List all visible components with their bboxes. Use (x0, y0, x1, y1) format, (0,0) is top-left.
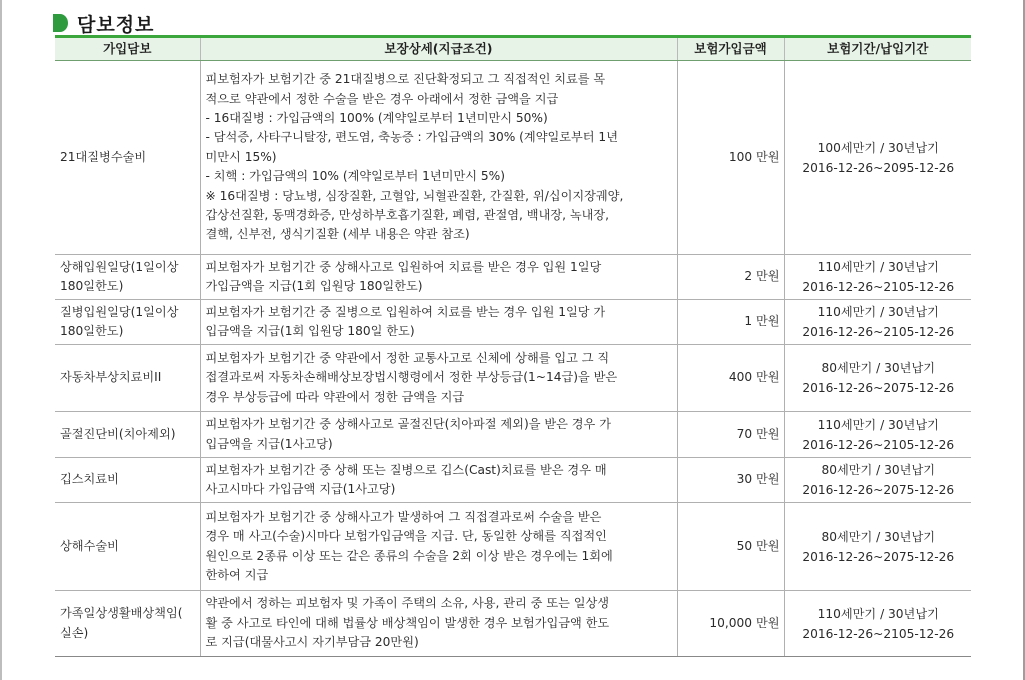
detail-line: - 담석증, 사타구니탈장, 편도염, 축농증 : 가입금액의 30% (계약일로부터 1년 (205, 130, 618, 145)
coverage-detail (200, 458, 677, 503)
header-amount: 보험가입금액 (677, 37, 784, 61)
coverage-name-line: 180일한도) (60, 279, 124, 293)
detail-line: 경우 부상등급에 따라 약관에서 정한 금액을 지급 (205, 389, 465, 404)
coverage-period (784, 503, 971, 591)
coverage-name-line: 실손) (60, 625, 89, 640)
detail-line: 원인으로 2종류 이상 또는 같은 종류의 수술을 2회 이상 받은 경우에는 1회에 (205, 548, 613, 563)
coverage-period (784, 345, 971, 412)
coverage-amount: 2 만원 (677, 255, 784, 300)
period-dates: 2016-12-26~2075-12-26 (802, 483, 955, 497)
coverage-amount: 100 만원 (677, 61, 784, 255)
coverage-name (55, 345, 200, 412)
coverage-name (55, 255, 200, 300)
detail-line: 입금액을 지급(1회 입원당 180일 한도) (205, 324, 415, 338)
coverage-period (784, 458, 971, 503)
table-row (55, 412, 971, 458)
detail-line: 피보험자가 보험기간 중 상해사고로 입원하여 치료를 받은 경우 입원 1일당 (205, 259, 602, 274)
detail-line: 결핵, 신부전, 생식기질환 (세부 내용은 약관 참조) (205, 227, 470, 242)
detail-line: 경우 매 사고(수술)시마다 보험가입금액을 지급. 단, 동일한 상해를 직접적인 (205, 529, 607, 544)
period-term: 100세만기 / 30년납기 (817, 140, 939, 155)
period-dates: 2016-12-26~2105-12-26 (802, 280, 955, 294)
detail-line: - 16대질병 : 가입금액의 100% (계약일로부터 1년미만시 50%) (205, 110, 548, 125)
table-row (55, 458, 971, 503)
header-row (55, 37, 971, 61)
period-term: 110세만기 / 30년납기 (817, 606, 939, 621)
table-header (55, 37, 971, 61)
coverage-name-line: 질병입원일당(1일이상 (60, 304, 179, 319)
coverage-amount: 30 만원 (677, 458, 784, 503)
period-dates: 2016-12-26~2105-12-26 (802, 325, 955, 339)
coverage-name-line: 자동차부상치료비II (60, 370, 162, 385)
coverage-amount: 400 만원 (677, 345, 784, 412)
table-row (55, 345, 971, 412)
coverage-name-line: 골절진단비(치아제외) (60, 426, 176, 441)
detail-line: 가입금액을 지급(1회 입원당 180일한도) (205, 279, 423, 293)
header-coverage: 가입담보 (55, 37, 200, 61)
detail-line: 적으로 약관에서 정한 수술을 받은 경우 아래에서 정한 금액을 지급 (205, 91, 559, 106)
coverage-name (55, 61, 200, 255)
detail-line: 피보험자가 보험기간 중 약관에서 정한 교통사고로 신체에 상해를 입고 그 직 (205, 350, 610, 365)
coverage-detail (200, 412, 677, 458)
table-row (55, 591, 971, 657)
coverage-name (55, 503, 200, 591)
coverage-name (55, 458, 200, 503)
header-period: 보험기간/납입기간 (784, 37, 971, 61)
section-marker-icon (52, 13, 68, 33)
period-term: 80세만기 / 30년납기 (821, 529, 935, 544)
coverage-name-line: 상해입원일당(1일이상 (60, 259, 179, 274)
detail-line: 미만시 15%) (205, 149, 277, 164)
period-dates: 2016-12-26~2105-12-26 (802, 437, 955, 452)
coverage-detail (200, 345, 677, 412)
section-header (52, 8, 154, 38)
coverage-name-line: 180일한도) (60, 324, 124, 338)
coverage-amount: 70 만원 (677, 412, 784, 458)
coverage-detail (200, 255, 677, 300)
coverage-detail (200, 300, 677, 345)
coverage-detail (200, 591, 677, 657)
table-row (55, 61, 971, 255)
detail-line: 피보험자가 보험기간 중 상해사고가 발생하여 그 직접결과로써 수술을 받은 (205, 509, 602, 524)
detail-line: 로 지급(대물사고시 자기부담금 20만원) (205, 635, 419, 650)
coverage-amount: 1 만원 (677, 300, 784, 345)
detail-line: 피보험자가 보험기간 중 상해사고로 골절진단(치아파절 제외)을 받은 경우 가 (205, 417, 611, 432)
coverage-name (55, 412, 200, 458)
coverage-period (784, 255, 971, 300)
coverage-name (55, 591, 200, 657)
coverage-amount: 10,000 만원 (677, 591, 784, 657)
table-body (55, 61, 971, 657)
period-term: 110세만기 / 30년납기 (817, 305, 939, 319)
detail-line: - 치핵 : 가입금액의 10% (계약일로부터 1년미만시 5%) (205, 169, 505, 184)
coverage-detail (200, 61, 677, 255)
table-row (55, 503, 971, 591)
period-dates: 2016-12-26~2105-12-26 (802, 626, 955, 641)
detail-line: 사고시마다 가입금액 지급(1사고당) (205, 482, 396, 496)
coverage-name-line: 21대질병수술비 (60, 149, 147, 164)
detail-line: 피보험자가 보험기간 중 21대질병으로 진단확정되고 그 직접적인 치료를 목 (205, 72, 606, 87)
period-term: 110세만기 / 30년납기 (817, 260, 939, 274)
coverage-detail (200, 503, 677, 591)
period-dates: 2016-12-26~2075-12-26 (802, 381, 955, 395)
coverage-name-line: 상해수술비 (60, 538, 119, 553)
coverage-name-line: 가족일상생활배상책임( (60, 606, 183, 621)
period-term: 80세만기 / 30년납기 (821, 463, 935, 477)
detail-line: 입금액을 지급(1사고당) (205, 436, 333, 451)
detail-line: 접결과로써 자동차손해배상보장법시행령에서 정한 부상등급(1~14급)을 받은 (205, 370, 618, 385)
period-term: 80세만기 / 30년납기 (821, 361, 935, 375)
table-row (55, 300, 971, 345)
section-title: 담보정보 (77, 13, 155, 36)
period-dates: 2016-12-26~2075-12-26 (802, 549, 955, 564)
detail-line: 한하여 지급 (205, 567, 269, 582)
detail-line: ※ 16대질병 : 당뇨병, 심장질환, 고혈압, 뇌혈관질환, 간질환, 위/십이지장궤양, (205, 188, 624, 203)
detail-line: 피보험자가 보험기간 중 질병으로 입원하여 치료를 받는 경우 입원 1일당 가 (205, 304, 606, 319)
coverage-name (55, 300, 200, 345)
detail-line: 약관에서 정하는 피보험자 및 가족이 주택의 소유, 사용, 관리 중 또는 일상생 (205, 596, 610, 611)
detail-line: 갑상선질환, 동맥경화증, 만성하부호흡기질환, 폐렴, 관절염, 백내장, 녹내장, (205, 208, 610, 223)
coverage-period (784, 300, 971, 345)
coverage-name-line: 깁스치료비 (60, 472, 119, 487)
coverage-amount: 50 만원 (677, 503, 784, 591)
detail-line: 피보험자가 보험기간 중 상해 또는 질병으로 깁스(Cast)치료를 받은 경우 매 (205, 462, 607, 477)
coverage-table (55, 35, 971, 657)
coverage-period (784, 61, 971, 255)
coverage-period (784, 591, 971, 657)
period-term: 110세만기 / 30년납기 (817, 417, 939, 432)
coverage-period (784, 412, 971, 458)
period-dates: 2016-12-26~2095-12-26 (802, 160, 955, 175)
detail-line: 활 중 사고로 타인에 대해 법률상 배상책임이 발생한 경우 보험가입금액 한도 (205, 615, 610, 630)
header-detail: 보장상세(지급조건) (200, 37, 677, 61)
table-row (55, 255, 971, 300)
